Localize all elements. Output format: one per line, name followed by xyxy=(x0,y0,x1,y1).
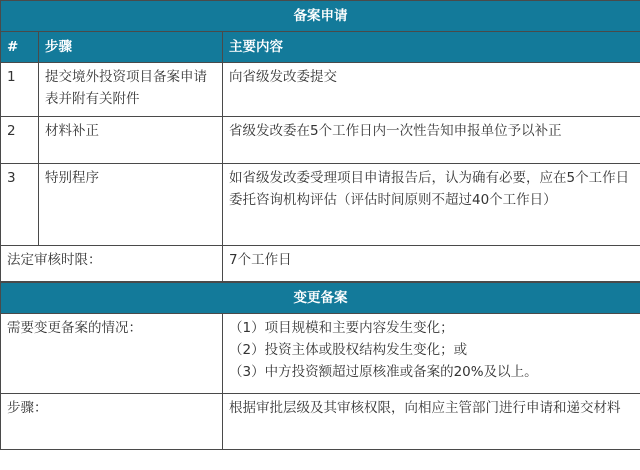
table-row xyxy=(1,164,640,246)
condition-item: （2）投资主体或股权结构发生变化；或 xyxy=(229,342,468,358)
column-header-content: 主要内容 xyxy=(223,32,640,63)
condition-item: （3）中方投资额超过原核准或备案的20%及以上。 xyxy=(229,364,538,380)
row-number: 3 xyxy=(1,164,39,246)
steps-row xyxy=(1,394,640,450)
table-row xyxy=(1,63,640,117)
row-number: 2 xyxy=(1,117,39,164)
row-number: 1 xyxy=(1,63,39,117)
column-header-row xyxy=(1,32,640,63)
row-content: 如省级发改委受理项目申请报告后，认为确有必要，应在5个工作日委托咨询机构评估（评估时间原则不超过40个工作日） xyxy=(223,164,640,246)
table-row xyxy=(1,117,640,164)
row-content: 省级发改委在5个工作日内一次性告知申报单位予以补正 xyxy=(223,117,640,164)
row-content: 向省级发改委提交 xyxy=(223,63,640,117)
steps-value: 根据审批层级及其审核权限，向相应主管部门进行申请和递交材料 xyxy=(223,394,640,450)
row-step: 特别程序 xyxy=(39,164,223,246)
conditions-list xyxy=(223,314,640,394)
conditions-row xyxy=(1,314,640,394)
column-header-step: 步骤 xyxy=(39,32,223,63)
condition-item: （1）项目规模和主要内容发生变化； xyxy=(229,320,454,336)
section-header-change xyxy=(1,283,640,314)
section-header-filing xyxy=(1,1,640,32)
change-filing-table xyxy=(0,282,640,450)
column-header-number: # xyxy=(1,32,39,63)
row-step: 提交境外投资项目备案申请表并附有关附件 xyxy=(39,63,223,117)
deadline-value: 7个工作日 xyxy=(223,246,640,282)
deadline-row xyxy=(1,246,640,282)
row-step: 材料补正 xyxy=(39,117,223,164)
section-title-filing: 备案申请 xyxy=(1,1,640,32)
conditions-label: 需要变更备案的情况： xyxy=(1,314,223,394)
deadline-label: 法定审核时限： xyxy=(1,246,223,282)
section-title-change: 变更备案 xyxy=(1,283,640,314)
steps-label: 步骤： xyxy=(1,394,223,450)
